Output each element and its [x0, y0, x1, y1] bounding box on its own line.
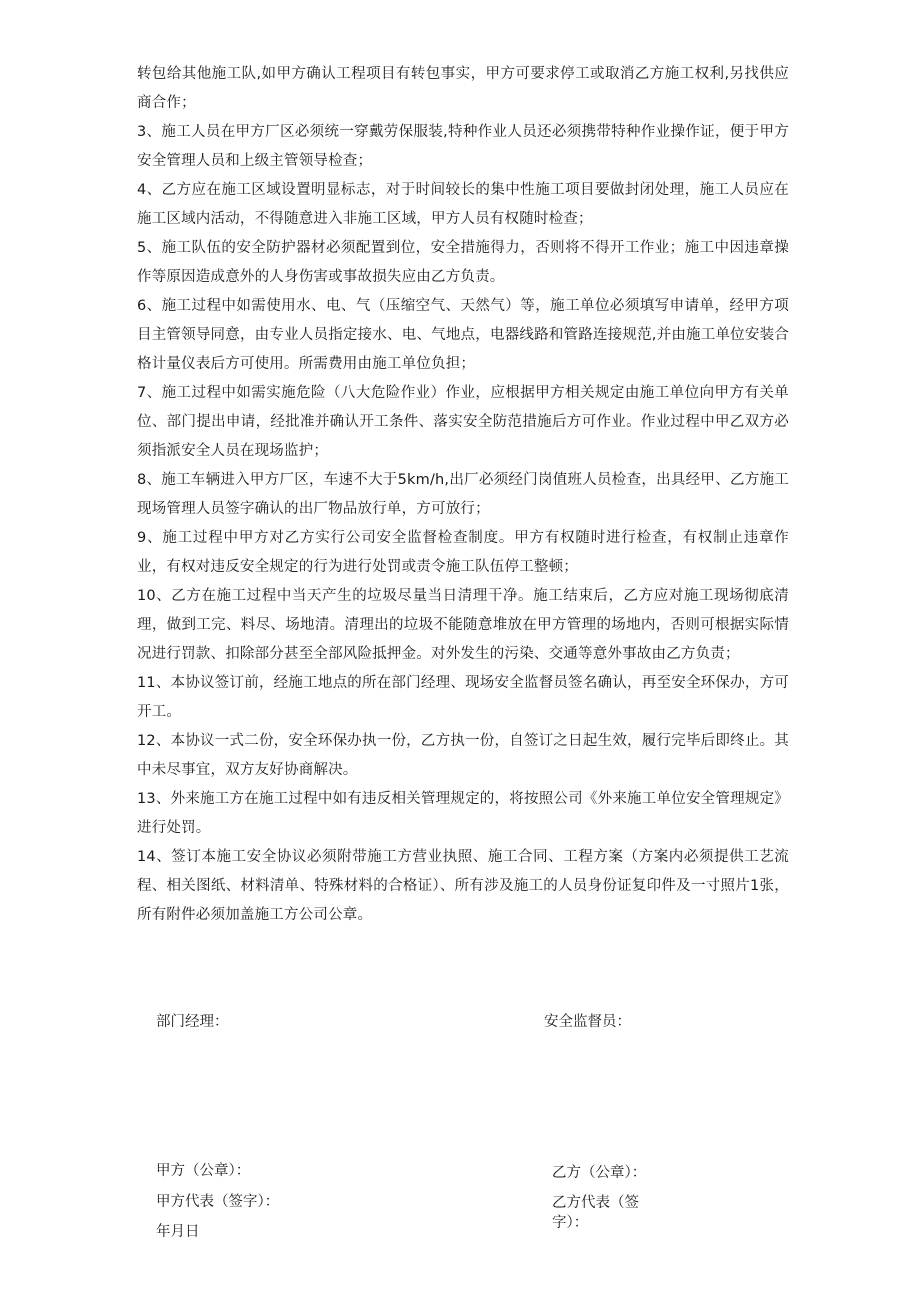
clause-3: 3、施工人员在甲方厂区必须统一穿戴劳保服装,特种作业人员还必须携带特种作业操作证，便于甲方安全管理人员和上级主管领导检查； [137, 124, 789, 169]
clause-13: 13、外来施工方在施工过程中如有违反相关管理规定的，将按照公司《外来施工单位安全管理规定》进行处罚。 [137, 791, 789, 836]
clause-7: 7、施工过程中如需实施危险（八大危险作业）作业，应根据甲方相关规定由施工单位向甲方有关单位、部门提出申请，经批准并确认开工条件、落实安全防范措施后方可作业。作业过程中甲乙双方必须指派安全人员在现场监护； [137, 385, 789, 459]
dept-manager-label: 部门经理： [156, 1014, 229, 1030]
clause-10: 10、乙方在施工过程中当天产生的垃圾尽量当日清理干净。施工结束后，乙方应对施工现场彻底清理，做到工完、料尽、场地清。清理出的垃圾不能随意堆放在甲方管理的场地内，否则可根据实际情况进行罚款、扣除部分甚至全部风险抵押金。对外发生的污染、交通等意外事故由乙方负责； [137, 588, 789, 662]
clause-12: 12、本协议一式二份，安全环保办执一份，乙方执一份，自签订之日起生效，履行完毕后即终止。其中未尽事宜，双方友好协商解决。 [137, 733, 789, 778]
clause-6: 6、施工过程中如需使用水、电、气（压缩空气、天然气）等，施工单位必须填写申请单，经甲方项目主管领导同意，由专业人员指定接水、电、气地点，电器线路和管路连接规范,并由施工单位安装合格计量仪表后方可使用。所需费用由施工单位负担； [137, 298, 789, 372]
party-a-rep-label: 甲方代表（签字）： [156, 1194, 280, 1210]
clause-continuation: 转包给其他施工队,如甲方确认工程项目有转包事实，甲方可要求停工或取消乙方施工权利,另找供应商合作； [137, 66, 789, 111]
date-label: 年月日 [156, 1224, 200, 1240]
clause-8: 8、施工车辆进入甲方厂区，车速不大于5km/h,出厂必须经门岗值班人员检查，出具经甲、乙方施工现场管理人员签字确认的出厂物品放行单，方可放行； [137, 472, 789, 517]
agreement-body [137, 60, 789, 930]
clause-5: 5、施工队伍的安全防护器材必须配置到位，安全措施得力，否则将不得开工作业；施工中因违章操作等原因造成意外的人身伤害或事故损失应由乙方负责。 [137, 240, 789, 285]
party-a-seal-label: 甲方（公章）： [156, 1163, 251, 1179]
clause-14: 14、签订本施工安全协议必须附带施工方营业执照、施工合同、工程方案（方案内必须提供工艺流程、相关图纸、材料清单、特殊材料的合格证）、所有涉及施工的人员身份证复印件及一寸照片1张，所有附件必须加盖施工方公司公章。 [137, 849, 789, 923]
clause-4: 4、乙方应在施工区域设置明显标志，对于时间较长的集中性施工项目要做封闭处理，施工人员应在施工区域内活动，不得随意进入非施工区域，甲方人员有权随时检查； [137, 182, 789, 227]
clause-11: 11、本协议签订前，经施工地点的所在部门经理、现场安全监督员签名确认，再至安全环保办，方可开工。 [137, 675, 789, 720]
safety-supervisor-label: 安全监督员： [544, 1014, 631, 1030]
party-b-rep-label-line1: 乙方代表（签 [552, 1195, 639, 1211]
clause-9: 9、施工过程中甲方对乙方实行公司安全监督检查制度。甲方有权随时进行检查，有权制止违章作业，有权对违反安全规定的行为进行处罚或责令施工队伍停工整顿； [137, 530, 789, 575]
party-b-seal-label: 乙方（公章）： [552, 1165, 647, 1181]
party-b-rep-label-line2: 字）： [552, 1215, 589, 1231]
